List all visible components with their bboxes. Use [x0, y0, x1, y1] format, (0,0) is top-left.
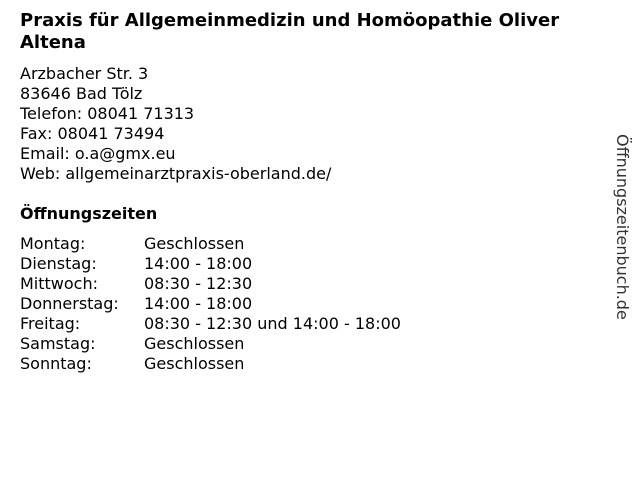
- time-value: Geschlossen: [144, 354, 245, 373]
- time-value: Geschlossen: [144, 334, 245, 353]
- address-block: [20, 64, 331, 184]
- time-value: 08:30 - 12:30: [144, 274, 253, 293]
- hours-row-sunday: [20, 354, 401, 374]
- title-line-1: Praxis für Allgemeinmedizin und Homöopathie Oliver: [20, 10, 560, 31]
- time-value: 14:00 - 18:00: [144, 254, 253, 273]
- hours-row-friday: [20, 314, 401, 334]
- day-label: Freitag:: [20, 314, 81, 333]
- title-line-2: Altena: [20, 32, 86, 53]
- hours-row-tuesday: [20, 254, 401, 274]
- phone-text: Telefon: 08041 71313: [20, 104, 195, 123]
- hours-row-wednesday: [20, 274, 401, 294]
- street-text: Arzbacher Str. 3: [20, 64, 149, 83]
- opening-hours-table: [20, 234, 401, 374]
- brand-watermark: [612, 134, 632, 334]
- day-label: Donnerstag:: [20, 294, 119, 313]
- time-value: 14:00 - 18:00: [144, 294, 253, 313]
- hours-row-monday: [20, 234, 401, 254]
- hours-row-saturday: [20, 334, 401, 354]
- page-title: [20, 10, 620, 54]
- brand-text: Öffnungszeitenbuch.de: [613, 134, 632, 320]
- city-text: 83646 Bad Tölz: [20, 84, 143, 103]
- hours-row-thursday: [20, 294, 401, 314]
- web-text: Web: allgemeinarztpraxis-oberland.de/: [20, 164, 332, 183]
- time-value: 08:30 - 12:30 und 14:00 - 18:00: [144, 314, 401, 333]
- email-text: Email: o.a@gmx.eu: [20, 144, 176, 163]
- time-value: Geschlossen: [144, 234, 245, 253]
- day-label: Dienstag:: [20, 254, 97, 273]
- day-label: Sonntag:: [20, 354, 92, 373]
- day-label: Samstag:: [20, 334, 96, 353]
- opening-hours-heading: Öffnungszeiten: [20, 204, 158, 223]
- fax-text: Fax: 08041 73494: [20, 124, 165, 143]
- day-label: Mittwoch:: [20, 274, 98, 293]
- day-label: Montag:: [20, 234, 86, 253]
